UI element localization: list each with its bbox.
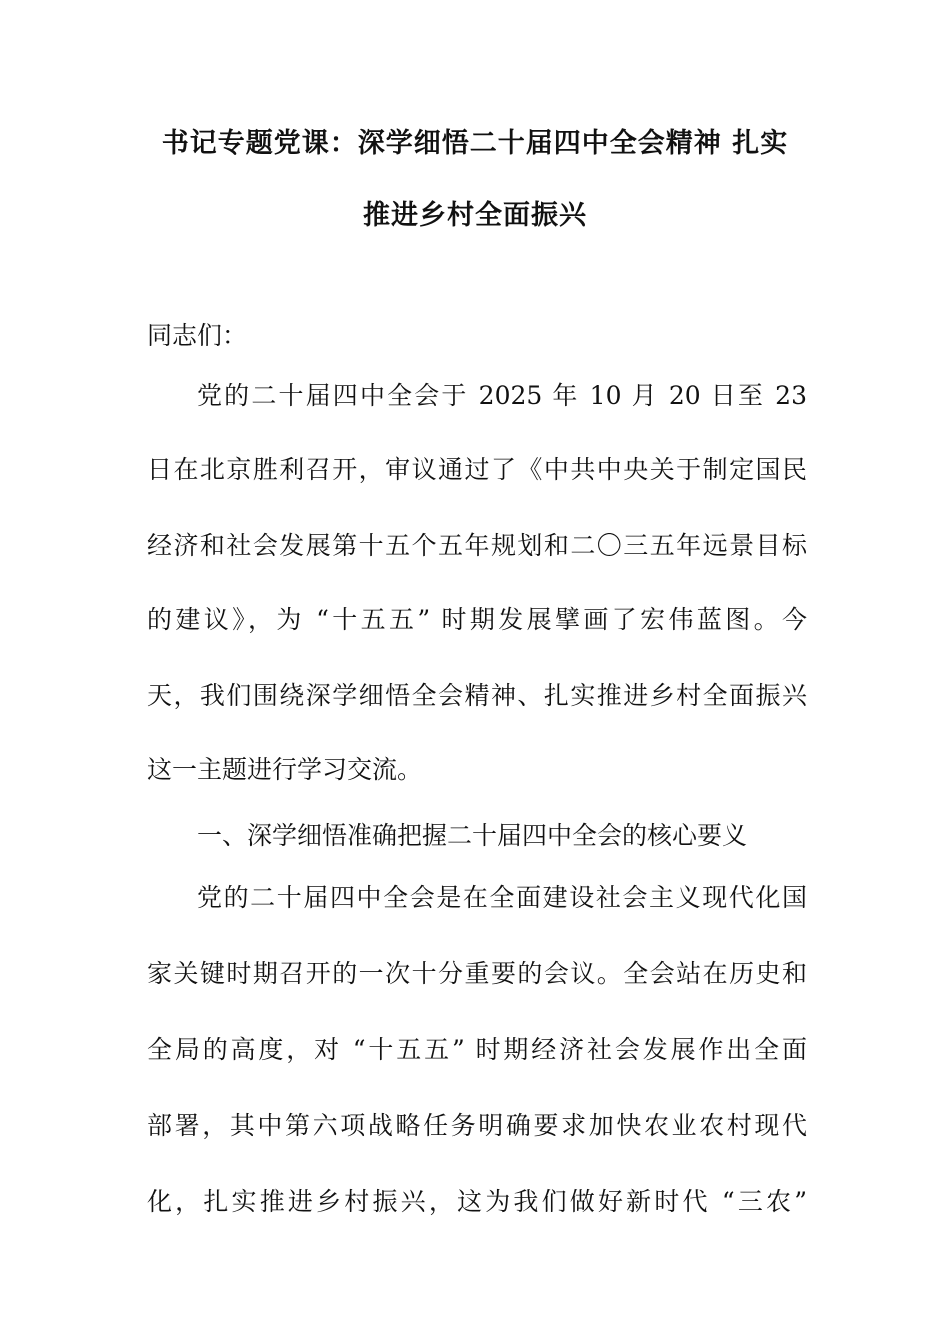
- paragraph-1-line: 日在北京胜利召开，审议通过了《中共中央关于制定国民: [147, 455, 807, 484]
- paragraph-2-line: 化，扎实推进乡村振兴，这为我们做好新时代 “三农”: [147, 1187, 807, 1216]
- paragraph-1-line: 党的二十届四中全会于 2025 年 10 月 20 日至 23: [197, 381, 807, 410]
- document-title-line-1: 书记专题党课：深学细悟二十届四中全会精神 扎实: [161, 128, 789, 159]
- paragraph-2-line: 全局的高度，对 “十五五” 时期经济社会发展作出全面: [147, 1035, 807, 1064]
- paragraph-1-line: 这一主题进行学习交流。: [147, 755, 423, 784]
- section-heading-1: 一、深学细悟准确把握二十届四中全会的核心要义: [197, 821, 748, 850]
- paragraph-1-line: 经济和社会发展第十五个五年规划和二〇三五年远景目标: [147, 531, 807, 560]
- paragraph-1-line: 的建议》，为 “十五五” 时期发展擘画了宏伟蓝图。今: [147, 605, 807, 634]
- paragraph-2-line: 党的二十届四中全会是在全面建设社会主义现代化国: [197, 883, 807, 912]
- paragraph-2-line: 家关键时期召开的一次十分重要的会议。全会站在历史和: [147, 959, 807, 988]
- document-title-line-2: 推进乡村全面振兴: [363, 200, 587, 231]
- paragraph-1-line: 天，我们围绕深学细悟全会精神、扎实推进乡村全面振兴: [147, 681, 807, 710]
- paragraph-2-line: 部署，其中第六项战略任务明确要求加快农业农村现代: [147, 1111, 807, 1140]
- salutation: 同志们：: [147, 321, 248, 350]
